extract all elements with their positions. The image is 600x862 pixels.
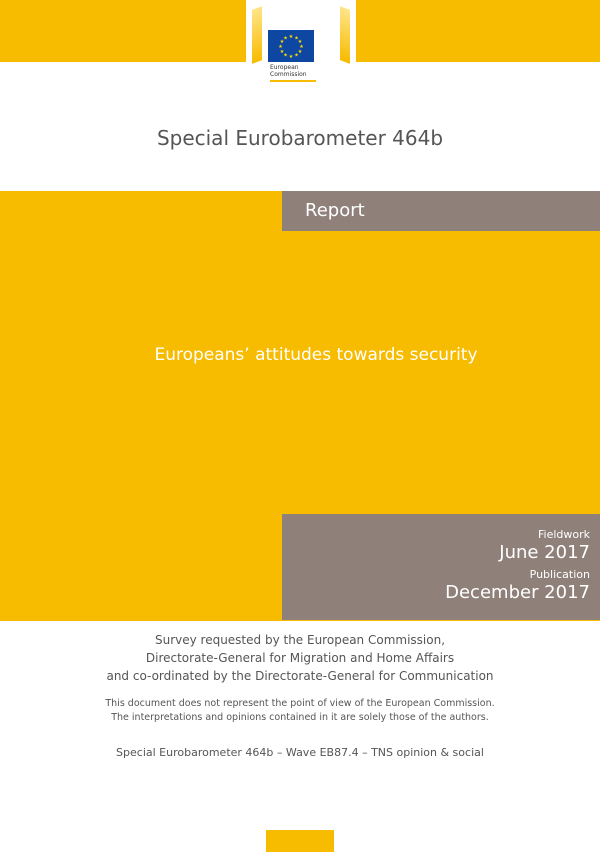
main-title: Europeans’ attitudes towards security [154, 345, 478, 365]
svg-text:★: ★ [283, 35, 288, 42]
svg-text:★: ★ [279, 39, 285, 45]
eu-stars-icon [268, 30, 314, 62]
series-title: Special Eurobarometer 464b [156, 126, 444, 150]
svg-text:★: ★ [288, 34, 294, 40]
requested-by [0, 631, 600, 685]
svg-text:★: ★ [278, 44, 283, 50]
svg-text:★: ★ [297, 39, 303, 45]
requested-line: Directorate-General for Migration and Home Affairs [145, 651, 455, 665]
requested-line: Survey requested by the European Commission, [154, 633, 446, 647]
requested-line: and co-ordinated by the Directorate-General for Communication [106, 669, 494, 683]
logo-underline [270, 80, 316, 82]
svg-text:★: ★ [297, 49, 303, 55]
logo-building-left-icon [252, 6, 262, 64]
svg-text:★: ★ [288, 54, 294, 60]
svg-text:★: ★ [283, 52, 288, 59]
publication-label: Publication [529, 568, 590, 581]
svg-text:★: ★ [294, 52, 299, 59]
logo-wordmark [270, 64, 350, 78]
eu-flag-icon [268, 30, 314, 62]
wave-line: Special Eurobarometer 464b – Wave EB87.4 – TNS opinion & social [116, 746, 484, 759]
logo-line-1: European [270, 64, 299, 71]
logo-building-right-icon [340, 6, 350, 64]
bottom-yellow-bar [266, 830, 334, 852]
logo-line-2: Commission [270, 71, 307, 78]
fieldwork-value: June 2017 [499, 542, 590, 563]
svg-text:★: ★ [294, 35, 299, 42]
disclaimer-line: This document does not represent the point of view of the European Commission. [105, 698, 495, 709]
fieldwork-label: Fieldwork [537, 528, 590, 541]
publication-value: December 2017 [445, 582, 590, 603]
disclaimer-line: The interpretations and opinions contained in it are solely those of the authors. [111, 712, 489, 723]
svg-text:★: ★ [299, 44, 304, 50]
disclaimer [0, 697, 600, 725]
report-label: Report [305, 200, 365, 221]
svg-text:★: ★ [279, 49, 285, 55]
